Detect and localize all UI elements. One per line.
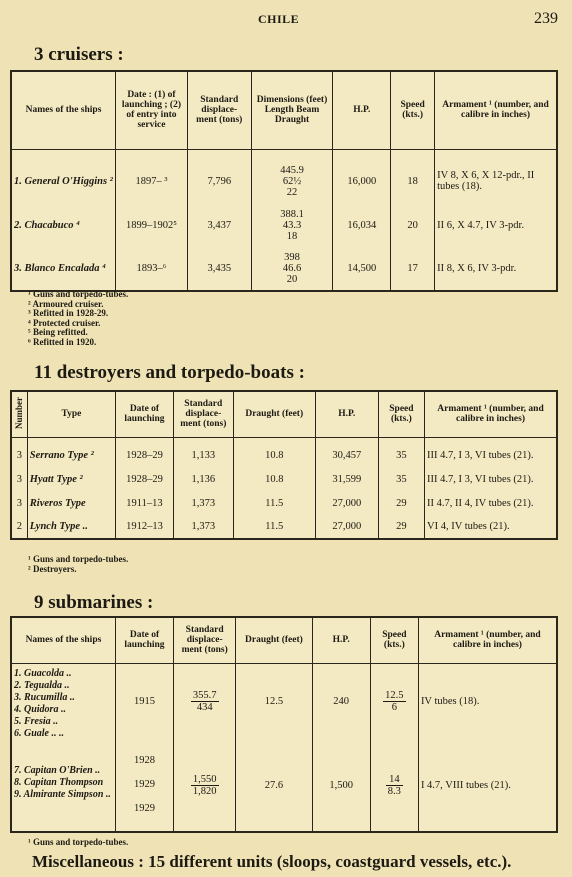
table-row (11, 515, 557, 539)
date-cell: 1912–13 (116, 515, 174, 539)
footnote: ² Destroyers. (28, 563, 77, 574)
draught-cell: 11.5 (233, 515, 315, 539)
num-cell: 3 (16, 449, 23, 461)
speed-cell: 20 (391, 203, 435, 247)
col-header: Standard displace- ment (tons) (187, 71, 251, 149)
destroyers-title: 11 destroyers and torpedo-boats : (34, 362, 305, 383)
destroyers-table (10, 390, 558, 540)
arm-cell: IV 8, X 6, X 12-pdr., II tubes (18). (435, 159, 557, 203)
misc-title: Miscellaneous : 15 different units (sloops, coastguard vessels, etc.). (32, 852, 512, 871)
type-cell: Riveros Type (27, 491, 115, 515)
hp-cell: 1,500 (312, 740, 370, 832)
table-row (11, 740, 557, 832)
running-title: CHILE (258, 12, 300, 26)
submarines-footnotes (28, 838, 128, 848)
draught-cell: 27.6 (236, 740, 312, 832)
cruisers-footnotes (28, 290, 128, 347)
speed-cell: 35 (378, 443, 424, 467)
col-header: Type (27, 391, 115, 437)
submarines-title: 9 submarines : (34, 592, 154, 613)
col-header: Standard displace- ment (tons) (173, 391, 233, 437)
table-row (11, 491, 557, 515)
ship-name: 2. Chacabuco ⁴ (14, 219, 80, 231)
disp-cell: 3,435 (187, 247, 251, 291)
footnote: ¹ Guns and torpedo-tubes. (28, 837, 129, 847)
footnote: ⁶ Refitted in 1920. (28, 336, 97, 347)
date-cell: 1899–1902⁵ (116, 203, 188, 247)
date-cell: 1915 (115, 663, 173, 740)
col-header: H.P. (315, 391, 378, 437)
arm-cell: VI 4, IV tubes (21). (425, 515, 557, 539)
arm-cell: III 4.7, I 3, VI tubes (21). (425, 467, 557, 491)
dims-cell: 398 46.6 20 (251, 247, 333, 291)
col-header: Speed (kts.) (391, 71, 435, 149)
disp-cell: 3,437 (187, 203, 251, 247)
num-cell: 2 (16, 521, 23, 532)
col-header: Armament ¹ (number, and calibre in inches) (435, 71, 557, 149)
table-row (11, 203, 557, 247)
arm-cell: II 4.7, II 4, IV tubes (21). (425, 491, 557, 515)
speed-cell: $\frac{14}{8.3}$ (370, 740, 418, 832)
hp-cell: 16,034 (333, 203, 391, 247)
submarines-table (10, 616, 558, 833)
hp-cell: 30,457 (315, 443, 378, 467)
dims-cell: 445.9 62½ 22 (251, 159, 333, 203)
date-cell: 1928–29 (116, 467, 174, 491)
table-row (11, 663, 557, 740)
col-header: Standard displace- ment (tons) (174, 617, 236, 663)
col-header: Speed (kts.) (370, 617, 418, 663)
footnote: ¹ Guns and torpedo-tubes. (28, 554, 129, 564)
footnote: ⁵ Being refitted. (28, 327, 88, 337)
disp-cell: $\frac{355.7}{434}$ (174, 663, 236, 740)
hp-cell: 16,000 (333, 159, 391, 203)
date-cell: 1893–⁶ (116, 247, 188, 291)
type-cell: Serrano Type ² (27, 443, 115, 467)
footnote: ⁴ Protected cruiser. (28, 317, 101, 328)
col-header: Armament ¹ (number, and calibre in inches) (418, 617, 557, 663)
col-header: Dimensions (feet) Length Beam Draught (251, 71, 333, 149)
num-cell: 3 (16, 473, 23, 485)
col-header: Date of launching (115, 617, 173, 663)
disp-cell: 1,373 (173, 491, 233, 515)
cruisers-title: 3 cruisers : (34, 44, 124, 65)
arm-cell: I 4.7, VIII tubes (21). (418, 740, 557, 832)
draught-cell: 12.5 (236, 663, 312, 740)
ship-name: 3. Blanco Encalada ⁴ (14, 263, 106, 274)
speed-cell: 35 (378, 467, 424, 491)
page-number: 239 (534, 10, 558, 27)
table-row (11, 159, 557, 203)
arm-cell: II 8, X 6, IV 3-pdr. (435, 247, 557, 291)
footnote: ¹ Guns and torpedo-tubes. (28, 289, 129, 299)
col-header: Date : (1) of launching ; (2) of entry into service (116, 71, 188, 149)
col-header: Draught (feet) (236, 617, 312, 663)
sub-names-group2: 7. Capitan O'Brien .. 8. Capitan Thompson 9. Almirante Simpson .. (14, 765, 111, 800)
page-header (0, 10, 572, 30)
speed-cell: 18 (391, 159, 435, 203)
hp-cell: 14,500 (333, 247, 391, 291)
ship-name: 1. General O'Higgins ² (14, 175, 113, 187)
type-cell: Lynch Type .. (27, 515, 115, 539)
draught-cell: 11.5 (233, 491, 315, 515)
speed-cell: $\frac{12.5}{6}$ (370, 663, 418, 740)
col-header: Speed (kts.) (378, 391, 424, 437)
col-header: Date of launching (116, 391, 174, 437)
date-cell: 1897– ³ (116, 159, 188, 203)
col-header-number: Number (11, 391, 27, 437)
disp-cell: $\frac{1,550}{1,820}$ (174, 740, 236, 832)
speed-cell: 29 (378, 491, 424, 515)
arm-cell: IV tubes (18). (418, 663, 557, 740)
table-row (11, 467, 557, 491)
col-header: Names of the ships (11, 617, 115, 663)
col-header: H.P. (312, 617, 370, 663)
disp-cell: 1,133 (173, 443, 233, 467)
disp-cell: 7,796 (187, 159, 251, 203)
hp-cell: 31,599 (315, 467, 378, 491)
date-cell: 1911–13 (116, 491, 174, 515)
table-row (11, 247, 557, 291)
col-header: H.P. (333, 71, 391, 149)
dims-cell: 388.1 43.3 18 (251, 203, 333, 247)
date-cell: 1928 1929 1929 (115, 740, 173, 832)
hp-cell: 27,000 (315, 491, 378, 515)
sub-names-group1: 1. Guacolda .. 2. Tegualda .. 3. Rucumilla .. 4. Quidora .. 5. Fresia .. 6. Guale .. .. (14, 667, 75, 739)
draught-cell: 10.8 (233, 467, 315, 491)
type-cell: Hyatt Type ² (27, 467, 115, 491)
footnote: ² Armoured cruiser. (28, 298, 104, 309)
arm-cell: III 4.7, I 3, VI tubes (21). (425, 443, 557, 467)
speed-cell: 29 (378, 515, 424, 539)
col-header: Names of the ships (11, 71, 116, 149)
footnote: ³ Refitted in 1928-29. (28, 308, 109, 318)
hp-cell: 240 (312, 663, 370, 740)
num-cell: 3 (16, 497, 23, 509)
speed-cell: 17 (391, 247, 435, 291)
disp-cell: 1,136 (173, 467, 233, 491)
table-row (11, 443, 557, 467)
destroyers-footnotes (28, 555, 128, 574)
disp-cell: 1,373 (173, 515, 233, 539)
cruisers-table (10, 70, 558, 292)
col-header: Draught (feet) (233, 391, 315, 437)
arm-cell: II 6, X 4.7, IV 3-pdr. (435, 203, 557, 247)
col-header: Armament ¹ (number, and calibre in inches) (425, 391, 557, 437)
draught-cell: 10.8 (233, 443, 315, 467)
date-cell: 1928–29 (116, 443, 174, 467)
hp-cell: 27,000 (315, 515, 378, 539)
